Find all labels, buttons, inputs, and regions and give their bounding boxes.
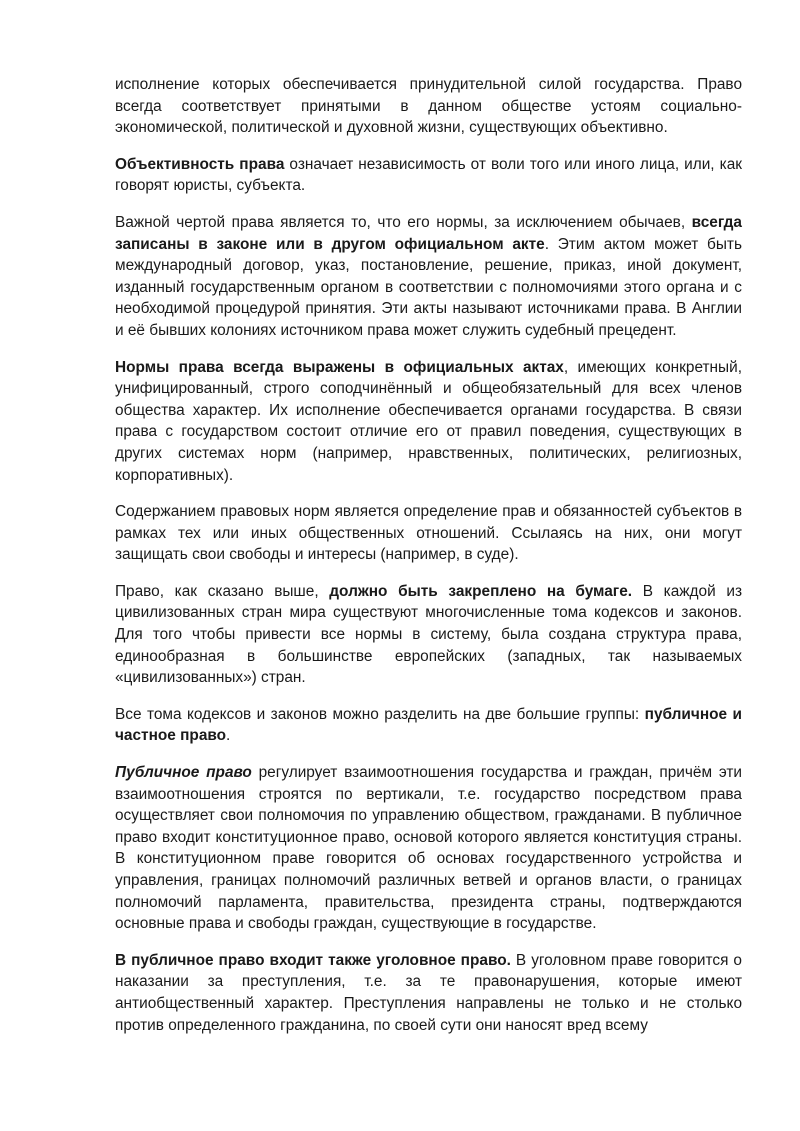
paragraph-3 — [115, 212, 742, 342]
text-segment: Все тома кодексов и законов можно разделить на две большие группы: — [115, 705, 645, 723]
text-segment: . — [226, 727, 231, 745]
paragraph-7 — [115, 704, 742, 747]
bold-phrase: публичное и частное право — [115, 705, 742, 745]
bold-phrase: всегда записаны в законе или в другом официальном акте — [115, 213, 742, 253]
paragraph-5 — [115, 501, 742, 566]
text-segment: . Этим актом может быть международный договор, указ, постановление, решение, приказ, иной документ, изданный государственным органом в соответствии с полномочиями этого органа и с необходимой процедурой принятия. Эти акты называют источниками права. В Англии и её бывших колониях источником права может служить судебный прецедент. — [115, 235, 742, 339]
text-segment: В уголовном праве говорится о наказании за преступления, т.е. за те правонарушения, которые имеют антиобщественный характер. Преступления направлены не только и не столько против определенного гражданина, по своей сути они наносят вред всему — [115, 951, 742, 1034]
text-segment: Право, как сказано выше, — [115, 582, 330, 600]
text-segment: , имеющих конкретный, унифицированный, строго соподчинённый и общеобязательный для всех членов общества характер. Их исполнение обеспечивается органами государства. В связи права с государством состоит отличие его от правил поведения, существующих в других системах норм (например, нравственных, политических, религиозных, корпоративных). — [115, 358, 742, 484]
document-page — [115, 74, 742, 1051]
bold-term: Объективность права — [115, 155, 285, 173]
paragraph-1 — [115, 74, 742, 139]
paragraph-6 — [115, 581, 742, 689]
bold-phrase: Нормы права всегда выражены в официальных актах — [115, 358, 564, 376]
text-segment: Содержанием правовых норм является определение прав и обязанностей субъектов в рамках тех или иных общественных отношений. Ссылаясь на них, они могут защищать свои свободы и интересы (например, в суде). — [115, 503, 742, 564]
paragraph-4 — [115, 357, 742, 487]
bold-phrase: В публичное право входит также уголовное право. — [115, 951, 511, 969]
bold-phrase: должно быть закреплено на бумаге. — [329, 582, 633, 600]
paragraph-2 — [115, 154, 742, 197]
text-segment: исполнение которых обеспечивается принудительной силой государства. Право всегда соответствует принятыми в данном обществе устоям социально-экономической, политической и духовной жизни, существующих объективно. — [115, 76, 742, 137]
bold-italic-term: Публичное право — [115, 764, 252, 782]
text-segment: В каждой из цивилизованных стран мира существуют многочисленные тома кодексов и законов. Для того чтобы привести все нормы в систему, была создана структура права, единообразная в большинстве европейских (западных, так называемых «цивилизованных») стран. — [115, 582, 743, 687]
paragraph-9 — [115, 950, 742, 1036]
text-segment: регулирует взаимоотношения государства и граждан, причём эти взаимоотношения строятся по вертикали, т.е. государство посредством права осуществляет свои полномочия по управлению обществом, гражданами. В публичное право входит конституционное право, основой которого является конституция страны. В конституционном праве говорится об основах государственного устройства и управления, границах полномочий различных ветвей и органов власти, о границах полномочий парламента, правительства, президента страны, подтверждаются основные права и свободы граждан, существующие в государстве. — [115, 764, 742, 933]
text-segment: Важной чертой права является то, что его нормы, за исключением обычаев, — [115, 213, 692, 231]
text-segment: означает независимость от воли того или иного лица, или, как говорят юристы, субъекта. — [115, 155, 742, 195]
paragraph-8 — [115, 762, 742, 935]
